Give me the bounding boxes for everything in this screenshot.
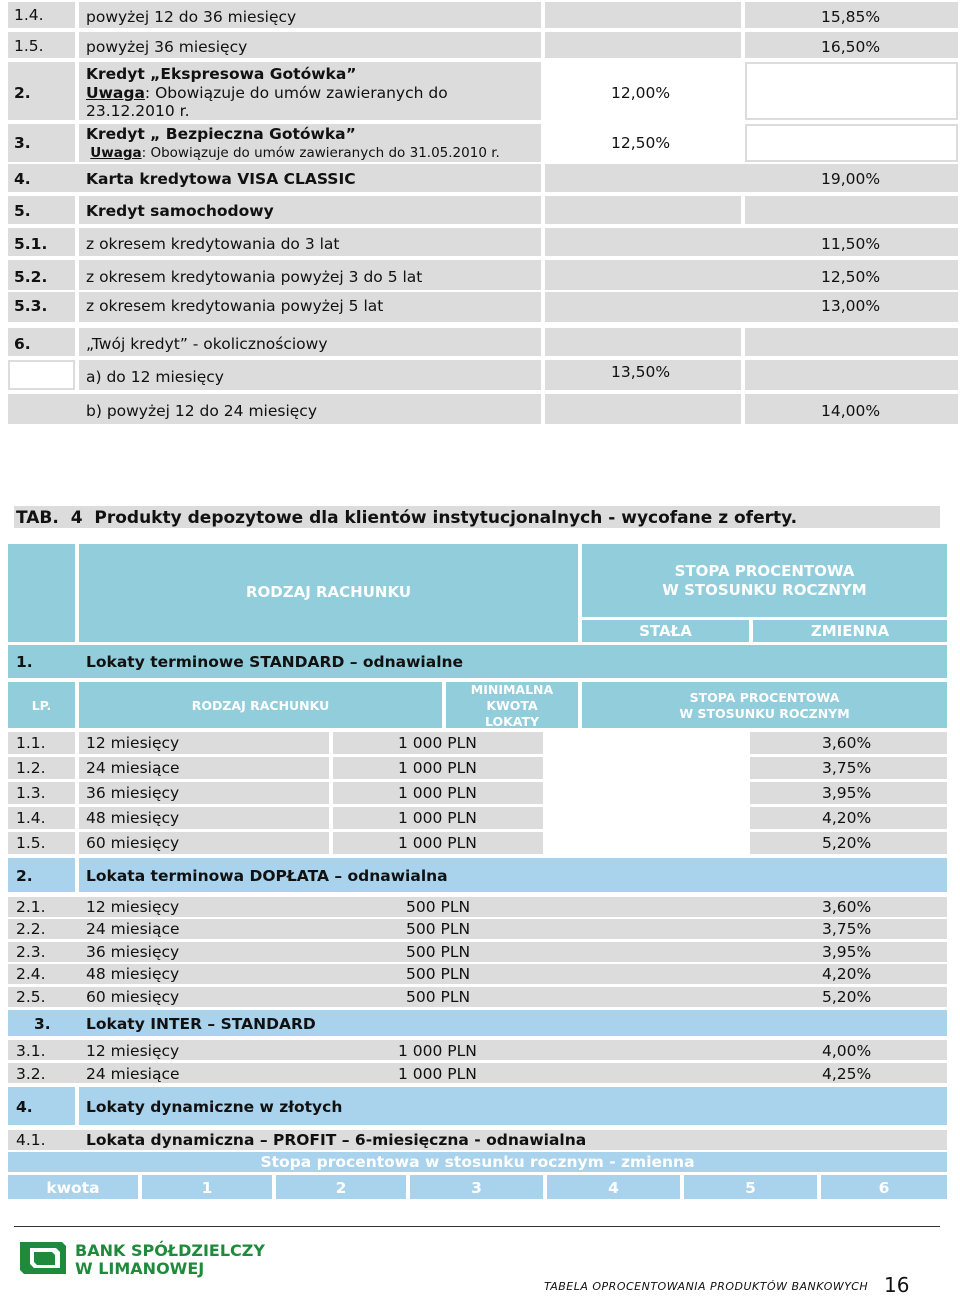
section-title: Lokata terminowa DOPŁATA – odnawialna (86, 867, 448, 885)
row-number: 4. (14, 170, 31, 188)
row-min-amount: 500 PLN (406, 920, 471, 938)
bank-name-line2: W LIMANOWEJ (75, 1259, 205, 1278)
row-min-amount: 1 000 PLN (398, 834, 477, 852)
rate-value: 12,00% (611, 84, 671, 102)
row-min-amount: 1 000 PLN (398, 734, 477, 752)
row-label: Kredyt samochodowy (86, 202, 274, 220)
row-rate: 3,95% (822, 943, 872, 961)
rate-value: 14,00% (821, 402, 881, 420)
row-min-amount: 1 000 PLN (398, 1042, 477, 1060)
rate-value: 12,50% (611, 134, 671, 152)
row-number: 3.1. (16, 1042, 46, 1060)
section-number: 3. (34, 1015, 51, 1033)
row-term: 36 miesięcy (86, 784, 180, 802)
row-number: 3.2. (16, 1065, 46, 1083)
row-title: Lokata dynamiczna – PROFIT – 6-miesięczna - odnawialna (86, 1131, 587, 1149)
table-caption: TAB. 4 Produkty depozytowe dla klientów instytucjonalnych - wycofane z oferty. (16, 508, 798, 528)
document-title: TABELA OPROCENTOWANIA PRODUKTÓW BANKOWYCH (544, 1280, 869, 1293)
row-rate: 4,00% (822, 1042, 872, 1060)
section-title: Lokaty dynamiczne w złotych (86, 1098, 343, 1116)
row-min-amount: 1 000 PLN (398, 809, 477, 827)
row-term: 60 miesięcy (86, 988, 180, 1006)
footer-divider (14, 1226, 940, 1227)
row-title: Kredyt „Ekspresowa Gotówka” (86, 65, 357, 83)
row-number: 1.4. (16, 809, 46, 827)
bank-logo-icon (16, 1238, 70, 1278)
row-number: 5.2. (14, 268, 48, 286)
row-term: 24 miesiące (86, 920, 180, 938)
row-number: 2.5. (16, 988, 46, 1006)
row-label: b) powyżej 12 do 24 miesięcy (86, 402, 317, 420)
row-number: 1.5. (14, 37, 44, 55)
row-rate: 4,20% (822, 809, 872, 827)
section-number: 1. (16, 653, 33, 671)
rate-value: 19,00% (821, 170, 881, 188)
row-number: 1.5. (16, 834, 46, 852)
row-term: 12 miesięcy (86, 1042, 180, 1060)
col-period-2: 2 (335, 1179, 347, 1197)
row-note: Uwaga: Obowiązuje do umów zawieranych do (86, 84, 448, 102)
subheader-min1: MINIMALNA (470, 682, 554, 697)
row-term: 48 miesięcy (86, 965, 180, 983)
row-number: 5.3. (14, 297, 48, 315)
row-rate: 5,20% (822, 834, 872, 852)
header-fixed: STAŁA (639, 622, 692, 640)
row-label: powyżej 12 do 36 miesięcy (86, 8, 297, 26)
section-title: Lokaty terminowe STANDARD – odnawialne (86, 653, 464, 671)
section-title: Lokaty INTER – STANDARD (86, 1015, 316, 1033)
row-label: a) do 12 miesięcy (86, 368, 224, 386)
row-number: 5. (14, 202, 31, 220)
row-term: 36 miesięcy (86, 943, 180, 961)
row-label: z okresem kredytowania powyżej 5 lat (86, 297, 384, 315)
header-variable: ZMIENNA (810, 622, 890, 640)
rate-value: 11,50% (821, 235, 881, 253)
col-period-4: 4 (608, 1179, 619, 1197)
row-term: 12 miesięcy (86, 898, 180, 916)
page-number: 16 (884, 1273, 910, 1297)
col-period-1: 1 (201, 1179, 213, 1197)
dynamic-rate-header: Stopa procentowa w stosunku rocznym - zmienna (260, 1153, 695, 1171)
row-number: 5.1. (14, 235, 48, 253)
rate-value: 16,50% (821, 38, 881, 56)
row-term: 60 miesięcy (86, 834, 180, 852)
col-period-6: 6 (878, 1179, 890, 1197)
row-number: 3. (14, 134, 31, 152)
rate-value: 12,50% (821, 268, 881, 286)
subheader-lp: LP. (31, 698, 52, 713)
row-number: 2.1. (16, 898, 46, 916)
row-note-date: 23.12.2010 r. (86, 102, 190, 120)
row-title: Kredyt „ Bezpieczna Gotówka” (86, 125, 356, 143)
header-rate-line1: STOPA PROCENTOWA (674, 562, 855, 580)
row-number: 2.3. (16, 943, 46, 961)
row-number: 6. (14, 335, 31, 353)
row-label: z okresem kredytowania powyżej 3 do 5 lat (86, 268, 423, 286)
bank-name-line1: BANK SPÓŁDZIELCZY (75, 1241, 265, 1260)
row-rate: 3,75% (822, 920, 872, 938)
row-min-amount: 500 PLN (406, 898, 471, 916)
col-kwota: kwota (46, 1179, 100, 1197)
row-note: Uwaga: Obowiązuje do umów zawieranych do 31.05.2010 r. (90, 145, 500, 161)
subheader-rate1: STOPA PROCENTOWA (689, 690, 840, 705)
row-label: z okresem kredytowania do 3 lat (86, 235, 340, 253)
subheader-rate2: W STOSUNKU ROCZNYM (679, 706, 850, 721)
col-period-5: 5 (745, 1179, 756, 1197)
row-min-amount: 1 000 PLN (398, 1065, 477, 1083)
row-number: 1.3. (16, 784, 46, 802)
row-number: 2. (14, 84, 31, 102)
rate-value: 13,00% (821, 297, 881, 315)
section-number: 4. (16, 1098, 33, 1116)
row-number: 1.4. (14, 6, 44, 24)
rate-value: 13,50% (611, 363, 671, 381)
row-rate: 5,20% (822, 988, 872, 1006)
header-rate-line2: W STOSUNKU ROCZNYM (662, 581, 867, 599)
row-term: 24 miesiące (86, 1065, 180, 1083)
row-term: 12 miesięcy (86, 734, 180, 752)
row-rate: 3,60% (822, 734, 872, 752)
header-account-type: RODZAJ RACHUNKU (245, 583, 412, 601)
row-rate: 3,75% (822, 759, 872, 777)
row-rate: 4,20% (822, 965, 872, 983)
subheader-account-type: RODZAJ RACHUNKU (191, 698, 330, 713)
row-label: „Twój kredyt” - okolicznościowy (86, 335, 328, 353)
row-number: 1.2. (16, 759, 46, 777)
row-label: powyżej 36 miesięcy (86, 38, 248, 56)
col-period-3: 3 (471, 1179, 482, 1197)
row-number: 2.2. (16, 920, 46, 938)
section-number: 2. (16, 867, 33, 885)
row-label: Karta kredytowa VISA CLASSIC (86, 170, 356, 188)
row-min-amount: 500 PLN (406, 988, 471, 1006)
row-number: 4.1. (16, 1131, 46, 1149)
row-min-amount: 1 000 PLN (398, 784, 477, 802)
rate-value: 15,85% (821, 8, 881, 26)
subheader-min2: KWOTA (486, 698, 538, 713)
subheader-min3: LOKATY (484, 714, 540, 729)
row-rate: 3,60% (822, 898, 872, 916)
row-min-amount: 500 PLN (406, 943, 471, 961)
row-rate: 4,25% (822, 1065, 872, 1083)
row-term: 24 miesiące (86, 759, 180, 777)
row-min-amount: 500 PLN (406, 965, 471, 983)
row-rate: 3,95% (822, 784, 872, 802)
row-number: 1.1. (16, 734, 46, 752)
row-term: 48 miesięcy (86, 809, 180, 827)
row-number: 2.4. (16, 965, 46, 983)
row-min-amount: 1 000 PLN (398, 759, 477, 777)
